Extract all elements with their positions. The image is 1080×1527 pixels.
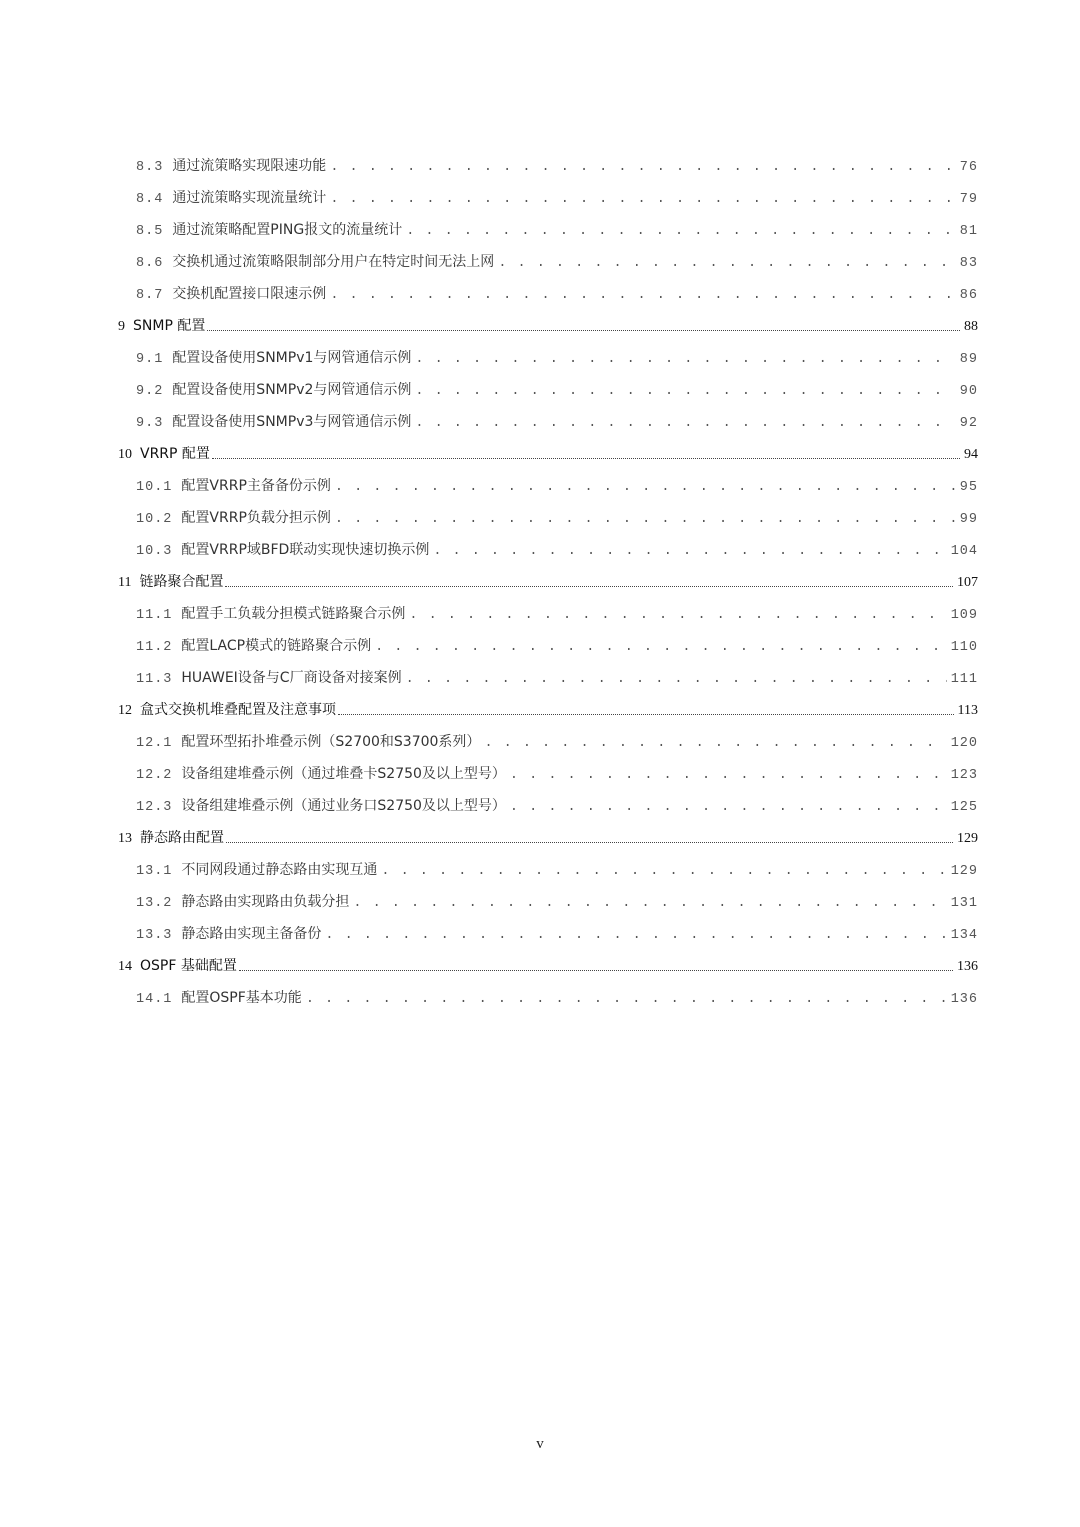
toc-page-number: 131 [950, 896, 978, 911]
toc-page-number: 136 [957, 959, 978, 974]
toc-entry-title: 配置VRRP主备备份示例 [181, 478, 331, 494]
toc-page-number: 89 [959, 352, 978, 367]
toc-entry-title: 配置设备使用SNMPv2与网管通信示例 [172, 382, 412, 398]
toc-entry-title: HUAWEI设备与C厂商设备对接案例 [181, 670, 402, 686]
toc-section-entry[interactable] [136, 891, 978, 913]
toc-dot-leader [325, 928, 946, 943]
toc-entry-title: 链路聚合配置 [139, 574, 224, 590]
toc-dot-leader [510, 768, 947, 783]
toc-page-number: 79 [959, 192, 978, 207]
toc-entry-title: 配置设备使用SNMPv3与网管通信示例 [172, 414, 412, 430]
toc-page-number: 95 [959, 480, 978, 495]
toc-entry-title: 通过流策略实现限速功能 [172, 158, 327, 174]
toc-entry-number: 8.5 [136, 224, 164, 239]
toc-dot-leader [498, 256, 955, 271]
toc-page-number: 120 [950, 736, 978, 751]
toc-entry-number: 12.3 [136, 800, 173, 815]
toc-page-number: 125 [950, 800, 978, 815]
toc-entry-title: 静态路由实现路由负载分担 [181, 894, 350, 910]
toc-section-entry[interactable] [136, 507, 978, 529]
toc-section-entry[interactable] [136, 539, 978, 561]
toc-entry-title: 配置设备使用SNMPv1与网管通信示例 [172, 350, 412, 366]
toc-page-number: 107 [957, 575, 978, 590]
toc-entry-number: 11.2 [136, 640, 173, 655]
toc-entry-title: SNMP 配置 [133, 318, 206, 334]
toc-entry-number: 10.1 [136, 480, 173, 495]
toc-section-entry[interactable] [136, 283, 978, 305]
toc-entry-title: 设备组建堆叠示例（通过业务口S2750及以上型号） [181, 798, 506, 814]
toc-dot-leader [510, 800, 947, 815]
toc-section-entry[interactable] [136, 923, 978, 945]
toc-entry-number: 9.3 [136, 416, 164, 431]
toc-page-number: 83 [959, 256, 978, 271]
toc-section-entry[interactable] [136, 347, 978, 369]
toc-chapter-entry[interactable] [118, 827, 978, 849]
toc-dot-leader [330, 160, 955, 175]
toc-entry-number: 8.6 [136, 256, 164, 271]
toc-dot-leader [225, 585, 953, 587]
toc-entry-number: 14 [118, 959, 132, 974]
toc-page-number: 129 [950, 864, 978, 879]
toc-page-number: 123 [950, 768, 978, 783]
toc-page-number: 104 [950, 544, 978, 559]
toc-entry-title: 静态路由配置 [140, 830, 224, 846]
toc-dot-leader [226, 841, 953, 843]
toc-section-entry[interactable] [136, 635, 978, 657]
toc-entry-title: OSPF 基础配置 [140, 958, 237, 974]
toc-section-entry[interactable] [136, 155, 978, 177]
toc-section-entry[interactable] [136, 731, 978, 753]
toc-dot-leader [433, 544, 946, 559]
toc-page-number: 113 [957, 703, 978, 718]
toc-section-entry[interactable] [136, 251, 978, 273]
toc-dot-leader [415, 352, 955, 367]
toc-entry-title: 交换机配置接口限速示例 [172, 286, 327, 302]
toc-page-number: 99 [959, 512, 978, 527]
toc-entry-number: 12.1 [136, 736, 173, 751]
toc-entry-number: 8.3 [136, 160, 164, 175]
toc-dot-leader [306, 992, 947, 1007]
toc-entry-number: 9.1 [136, 352, 164, 367]
toc-page-number: 90 [959, 384, 978, 399]
toc-section-entry[interactable] [136, 667, 978, 689]
toc-dot-leader [212, 457, 960, 459]
toc-entry-number: 10.2 [136, 512, 173, 527]
toc-dot-leader [335, 512, 956, 527]
toc-entry-number: 8.7 [136, 288, 164, 303]
toc-chapter-entry[interactable] [118, 955, 978, 977]
toc-entry-title: 通过流策略实现流量统计 [172, 190, 327, 206]
toc-section-entry[interactable] [136, 475, 978, 497]
toc-entry-title: 不同网段通过静态路由实现互通 [181, 862, 378, 878]
toc-entry-number: 11.1 [136, 608, 173, 623]
toc-chapter-entry[interactable] [118, 443, 978, 465]
toc-page-number: 76 [959, 160, 978, 175]
toc-page-number: 134 [950, 928, 978, 943]
toc-entry-title: VRRP 配置 [140, 446, 210, 462]
toc-entry-title: 静态路由实现主备备份 [181, 926, 322, 942]
toc-dot-leader [415, 384, 955, 399]
toc-dot-leader [381, 864, 946, 879]
toc-section-entry[interactable] [136, 187, 978, 209]
toc-page-number: 109 [950, 608, 978, 623]
toc-section-entry[interactable] [136, 603, 978, 625]
toc-entry-title: 配置环型拓扑堆叠示例（S2700和S3700系列） [181, 734, 481, 750]
toc-dot-leader [207, 329, 960, 331]
toc-dot-leader [338, 713, 954, 715]
toc-entry-number: 13.3 [136, 928, 173, 943]
toc-entry-title: 配置LACP模式的链路聚合示例 [181, 638, 372, 654]
toc-entry-number: 9.2 [136, 384, 164, 399]
toc-page-number: 136 [950, 992, 978, 1007]
toc-page-number: 86 [959, 288, 978, 303]
toc-page-number: 92 [959, 416, 978, 431]
toc-entry-number: 9 [118, 319, 125, 334]
toc-section-entry[interactable] [136, 219, 978, 241]
toc-page-number: 111 [950, 672, 978, 687]
toc-entry-number: 10 [118, 447, 132, 462]
toc-entry-title: 配置OSPF基本功能 [181, 990, 302, 1006]
toc-dot-leader [239, 969, 953, 971]
toc-dot-leader [406, 672, 947, 687]
toc-page-number: 81 [959, 224, 978, 239]
toc-section-entry[interactable] [136, 987, 978, 1009]
toc-entry-title: 交换机通过流策略限制部分用户在特定时间无法上网 [172, 254, 495, 270]
toc-entry-number: 11.3 [136, 672, 173, 687]
toc-dot-leader [330, 192, 955, 207]
toc-chapter-entry[interactable] [118, 571, 978, 593]
page-number: v [536, 1436, 544, 1452]
toc-section-entry[interactable] [136, 763, 978, 785]
toc-page-number: 88 [964, 319, 978, 334]
toc-entry-number: 12.2 [136, 768, 173, 783]
toc-page-number: 110 [950, 640, 978, 655]
toc-entry-number: 13.1 [136, 864, 173, 879]
toc-entry-number: 13.2 [136, 896, 173, 911]
toc-dot-leader [415, 416, 955, 431]
toc-dot-leader [335, 480, 956, 495]
toc-entry-title: 盒式交换机堆叠配置及注意事项 [140, 702, 336, 718]
toc-entry-number: 8.4 [136, 192, 164, 207]
toc-entry-title: 通过流策略配置PING报文的流量统计 [172, 222, 403, 238]
toc-entry-title: 配置VRRP域BFD联动实现快速切换示例 [181, 542, 430, 558]
toc-page-number: 129 [957, 831, 978, 846]
toc-entry-title: 设备组建堆叠示例（通过堆叠卡S2750及以上型号） [181, 766, 506, 782]
toc-chapter-entry[interactable] [118, 699, 978, 721]
toc-section-entry[interactable] [136, 411, 978, 433]
toc-page-number: 94 [964, 447, 978, 462]
toc-entry-number: 14.1 [136, 992, 173, 1007]
toc-section-entry[interactable] [136, 859, 978, 881]
toc-dot-leader [353, 896, 946, 911]
toc-entry-number: 12 [118, 703, 132, 718]
toc-section-entry[interactable] [136, 795, 978, 817]
toc-dot-leader [375, 640, 947, 655]
toc-entry-title: 配置手工负载分担模式链路聚合示例 [181, 606, 406, 622]
toc-dot-leader [484, 736, 946, 751]
toc-entry-number: 10.3 [136, 544, 173, 559]
toc-dot-leader [409, 608, 946, 623]
toc-dot-leader [406, 224, 956, 239]
toc-section-entry[interactable] [136, 379, 978, 401]
toc-dot-leader [330, 288, 955, 303]
toc-entry-title: 配置VRRP负载分担示例 [181, 510, 331, 526]
toc-chapter-entry[interactable] [118, 315, 978, 337]
toc-entry-number: 11 [118, 575, 132, 590]
toc-entry-number: 13 [118, 831, 132, 846]
